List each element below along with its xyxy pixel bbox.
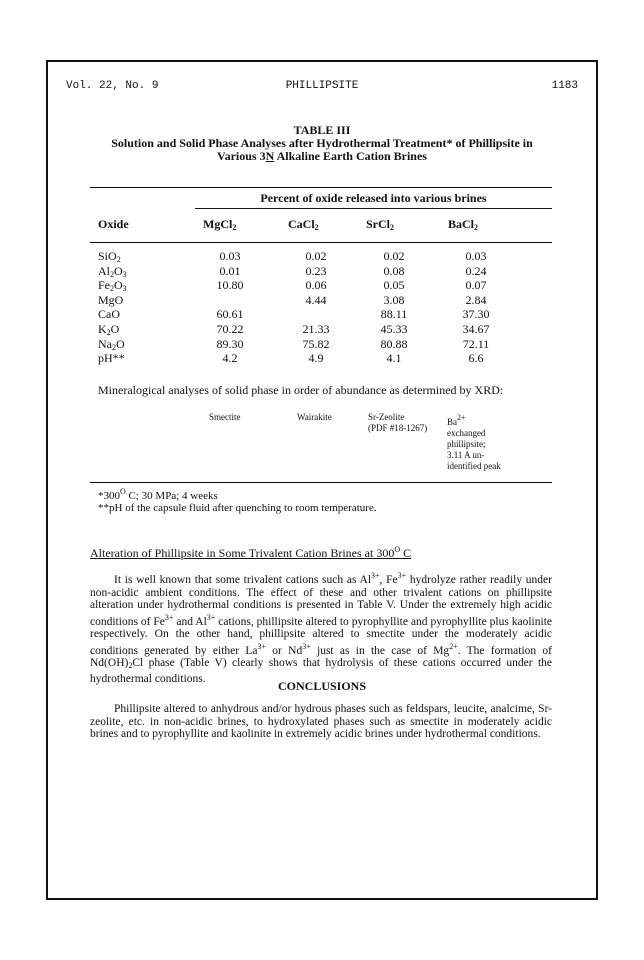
running-header bbox=[66, 80, 578, 96]
span-header: Percent of oxide released into various brines bbox=[260, 191, 487, 205]
table-value: 0.03 bbox=[465, 249, 487, 263]
table-value: 37.30 bbox=[462, 307, 490, 322]
table-value: 0.23 bbox=[305, 263, 327, 278]
volume-label: Vol. 22, No. 9 bbox=[66, 80, 159, 92]
table-value: 60.61 bbox=[216, 307, 244, 322]
table-title bbox=[66, 124, 578, 163]
mineral-ba-phillipsite: $Ba^{2+}$ exchanged phillipsite; 3.11 A un- identified peak bbox=[447, 413, 501, 471]
column-header-mgcl2: MgCl$_2$ bbox=[203, 217, 237, 232]
table-value: 0.03 bbox=[219, 249, 241, 263]
table-value: 0.24 bbox=[465, 263, 487, 278]
table-value: 0.06 bbox=[305, 278, 327, 293]
table-value: 4.9 bbox=[308, 351, 324, 366]
oxide-label: MgO bbox=[98, 292, 124, 307]
column-header-cacl2: CaCl$_2$ bbox=[288, 217, 319, 232]
table-value: 4.1 bbox=[386, 351, 402, 366]
table-value: 2.84 bbox=[465, 292, 487, 307]
table-value: 4.44 bbox=[305, 292, 327, 307]
oxide-label: $Fe_2O_3$ bbox=[98, 278, 127, 294]
table-value: 45.33 bbox=[380, 322, 408, 336]
page-number: 1183 bbox=[551, 80, 578, 92]
table-top-rule bbox=[90, 187, 552, 188]
table-value: 75.82 bbox=[302, 336, 330, 351]
body-paragraph: It is well known that some trivalent cations such as $Al^{3+}$, $Fe^{3+}$ hydrolyze rather readily under non-acidic ambient conditions. The effect of these and other trivalent cations on phillipsite alteration under hydrothermal conditions is presented in Table V. Under the extremely high acidic conditions of $Fe^{3+}$ and $Al^{3+}$ cations, phillipsite altered to pyrophyllite and pyrophyllite plus kaolinite respectively. On the other hand, phillipsite altered to smectite under the moderately acidic conditions generated by either $La^{3+}$ or $Nd^{3+}$ just as in the case of $Mg^{2+}$. The formation of $Nd(OH)_2Cl$ phase (Table V) clearly shows that hydrolysis of these cations occurred under the hydrothermal conditions. bbox=[90, 571, 552, 685]
table-value: 3.08 bbox=[383, 292, 405, 307]
column-header-bacl2: BaCl$_2$ bbox=[448, 217, 479, 232]
table-value: 0.05 bbox=[383, 278, 405, 293]
mineral-wairakite: Wairakite bbox=[297, 412, 332, 422]
table-value: 89.30 bbox=[216, 336, 244, 351]
oxide-label: pH** bbox=[98, 351, 125, 366]
table-title-line2: Various 3N Alkaline Earth Cation Brines bbox=[217, 149, 427, 163]
table-value: 0.07 bbox=[465, 278, 487, 293]
table-value: 21.33 bbox=[302, 322, 330, 336]
oxide-label: $K_2O$ bbox=[98, 322, 120, 337]
table-value: 6.6 bbox=[468, 351, 484, 366]
conclusions-heading: CONCLUSIONS bbox=[277, 679, 367, 693]
mineral-sr-zeolite: Sr-Zeolite (PDF #18-1267) bbox=[368, 412, 428, 433]
table-value: 0.08 bbox=[383, 263, 405, 278]
table-value: 72.11 bbox=[462, 336, 490, 351]
column-header-rule bbox=[90, 242, 552, 243]
section-title: Alteration of Phillipsite in Some Trivalent Cation Brines at $300^O$ C bbox=[90, 545, 412, 560]
span-header-rule bbox=[195, 208, 552, 209]
mineral-smectite: Smectite bbox=[209, 412, 241, 422]
oxide-label: $Al_2O_3$ bbox=[98, 263, 127, 279]
conclusions-paragraph: Phillipsite altered to anhydrous and/or hydrous phases such as feldspars, leucite, analcime, Sr-zeolite, etc. in non-acidic brines, to hydroxylated phases such as smectite in moderately acidic brines and to pyrophyllite and kaolinite in extremely acidic brines under hydrothermal conditions. bbox=[90, 703, 552, 740]
table-value: 0.02 bbox=[383, 249, 405, 263]
table-value: 34.67 bbox=[462, 322, 490, 336]
oxide-label: SiO$_2$ bbox=[98, 249, 121, 264]
table-value: 88.11 bbox=[380, 307, 408, 322]
page-frame bbox=[46, 60, 598, 900]
table-value: 0.02 bbox=[305, 249, 327, 263]
table-value: 70.22 bbox=[216, 322, 244, 336]
table-bottom-rule bbox=[90, 482, 552, 483]
column-header-srcl2: SrCl$_2$ bbox=[366, 217, 394, 232]
mineralogy-heading: Mineralogical analyses of solid phase in order of abundance as determined by XRD: bbox=[98, 383, 504, 397]
column-header-oxide: Oxide bbox=[98, 217, 129, 231]
oxide-label: $Na_2O$ bbox=[98, 336, 125, 352]
table-value: 4.2 bbox=[222, 351, 238, 366]
table-value: 0.01 bbox=[219, 263, 241, 278]
footnote-conditions: $*300^O$ C; 30 MPa; 4 weeks bbox=[98, 487, 218, 502]
table-label: TABLE III bbox=[293, 123, 351, 137]
footnote-ph: **pH of the capsule fluid after quenching to room temperature. bbox=[98, 502, 377, 514]
table-value: 10.80 bbox=[216, 278, 244, 293]
running-title: PHILLIPSITE bbox=[285, 80, 359, 92]
table-title-line1: Solution and Solid Phase Analyses after Hydrothermal Treatment* of Phillipsite in bbox=[111, 136, 533, 150]
table-value: 80.88 bbox=[380, 336, 408, 351]
oxide-label: CaO bbox=[98, 307, 120, 322]
